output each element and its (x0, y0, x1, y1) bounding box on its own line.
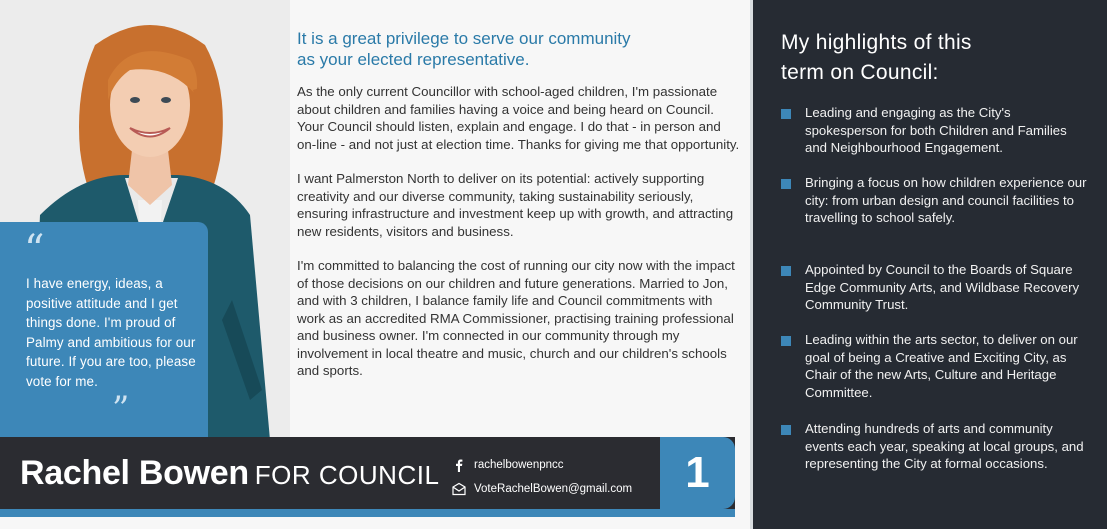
close-quote-mark: ” (112, 389, 130, 429)
email-row[interactable] (452, 477, 632, 501)
facebook-row[interactable] (452, 453, 632, 477)
bullet-square-icon (781, 425, 791, 435)
highlights-title (781, 28, 972, 88)
quote-text: I have energy, ideas, a positive attitude and I get things done. I'm proud of Palmy and ambitious for our future. If you are too, please vote for me. (26, 276, 196, 389)
for-council-text: FOR COUNCIL (254, 460, 440, 490)
contact-info (452, 453, 632, 501)
quote-box (0, 222, 208, 438)
name-bar-accent (0, 509, 735, 517)
highlight-text: Attending hundreds of arts and community events each year, speaking at local groups, and representing the City at formal occasions. (805, 421, 1084, 471)
highlight-text: Leading and engaging as the City's spokesperson for both Children and Families and Neighbourhood Engagement. (805, 105, 1067, 155)
body-paragraph-3: I'm committed to balancing the cost of running our city now with the impact of those decisions on our children and future generations. Married to Jon, and with 3 children, I balance family life and Council commitments with work as an accredited RMA Commissioner, practising training professional and business owner. I'm connected in our community through my involvement in local theatre and music, church and our children's schools and sports. (297, 258, 735, 378)
candidate-name (20, 453, 439, 495)
bullet-square-icon (781, 109, 791, 119)
body-text (297, 83, 742, 397)
ballot-number: 1 (660, 437, 735, 509)
bullet-square-icon (781, 336, 791, 346)
lead-heading (297, 28, 717, 70)
email-address[interactable]: VoteRachelBowen@gmail.com (474, 483, 633, 495)
facebook-icon (452, 458, 466, 472)
open-quote-mark: “ (24, 227, 45, 273)
email-icon (452, 482, 466, 496)
highlights-title-line-2: term on Council: (781, 61, 939, 84)
highlight-text: Leading within the arts sector, to deliver on our goal of being a Creative and Exciting City, as Chair of the new Arts, Culture and Heritage Committee. (805, 332, 1078, 400)
body-paragraph-1: As the only current Councillor with school-aged children, I'm passionate about children and families having a voice and being heard on Council. Your Council should listen, explain and engage. I do that - in person and on-line - and not just at election time. Thanks for giving me that opportunity. (297, 84, 740, 152)
highlight-text: Bringing a focus on how children experience our city: from urban design and council facilities to travelling to school safely. (805, 175, 1087, 225)
lead-line-1: It is a great privilege to serve our community (297, 29, 631, 48)
lead-line-2: as your elected representative. (297, 50, 530, 69)
body-paragraph-2: I want Palmerston North to deliver on its potential: actively supporting creativity and our diverse community, taking sustainability seriously, ensuring infrastructure and investment keep up with growth, and attracting new residents, visitors and business. (297, 171, 734, 239)
highlights-title-line-1: My highlights of this (781, 31, 972, 54)
facebook-handle[interactable]: rachelbowenpncc (474, 459, 564, 471)
highlights-panel (753, 0, 1107, 529)
highlight-text: Appointed by Council to the Boards of Square Edge Community Arts, and Wildbase Recovery Community Trust. (805, 262, 1080, 312)
bullet-square-icon (781, 266, 791, 276)
bullet-square-icon (781, 179, 791, 189)
candidate-name-text: Rachel Bowen (20, 454, 249, 492)
